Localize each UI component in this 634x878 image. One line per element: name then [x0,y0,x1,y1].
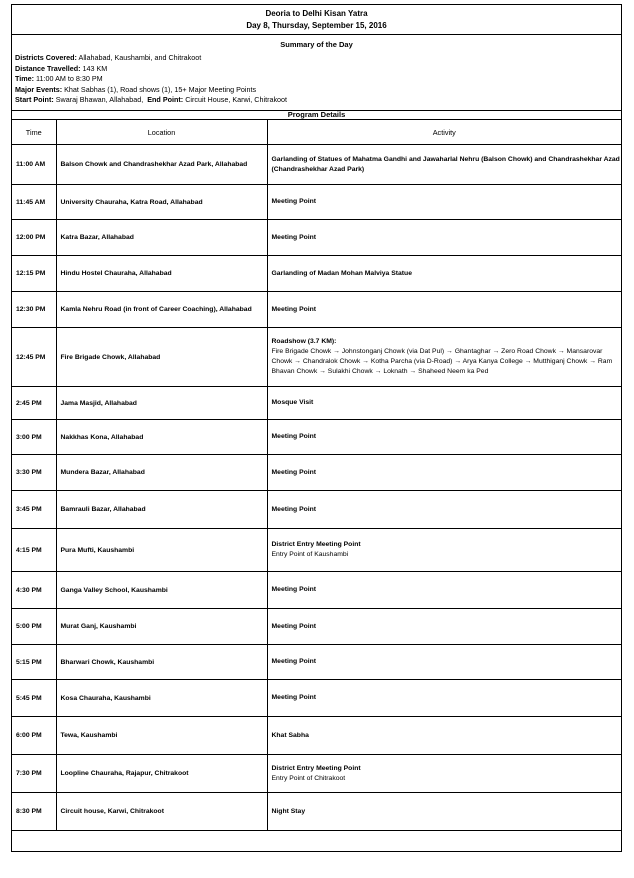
row-activity-title: District Entry Meeting Point [271,541,361,548]
table-header-row [12,120,621,145]
row-activity [267,387,621,420]
row-time: 5:00 PM [12,609,56,645]
row-location: Hindu Hostel Chauraha, Allahabad [56,256,267,292]
row-activity-title: Meeting Point [271,694,317,701]
row-activity-title: Mosque Visit [271,399,314,406]
row-activity [267,680,621,717]
row-activity-title: Meeting Point [271,505,317,513]
row-location: Pura Mufti, Kaushambi [56,529,267,572]
row-activity-title: Garlanding of Madan Mohan Malviya Statue [271,269,412,277]
row-activity [267,292,621,328]
row-time: 2:45 PM [12,387,56,420]
row-time: 8:30 PM [12,793,56,831]
row-activity-title: Meeting Point [271,658,317,665]
row-activity-title: Meeting Point [271,586,317,593]
row-time: 3:45 PM [12,491,56,529]
row-activity-title: District Entry Meeting Point [271,764,361,772]
row-location: Fire Brigade Chowk, Allahabad [56,328,267,387]
table-row [12,256,621,292]
row-location: Bamrauli Bazar, Allahabad [56,491,267,529]
row-activity-detail: Fire Brigade Chowk → Johnstonganj Chowk (via Dat Pul) → Ghantaghar → Zero Road Chowk → Mansarovar Chowk → Chandralok Chowk → Kotha Parcha (via D-Road) → Arya Kanya College → Mutthiganj Chowk → Ram Bhavan Chowk → Sulakhi Chowk → Loknath → Shaheed Neem ka Ped [271,348,613,375]
row-location: Bharwari Chowk, Kaushambi [56,645,267,680]
table-row [12,292,621,328]
row-location: Ganga Valley School, Kaushambi [56,572,267,609]
row-time: 5:45 PM [12,680,56,717]
row-activity-detail: Entry Point of Kaushambi [271,551,349,558]
row-time: 7:30 PM [12,755,56,793]
table-row [12,793,621,831]
document-header [12,5,621,35]
table-row [12,717,621,755]
row-activity-title: Meeting Point [271,233,317,241]
row-location: Tewa, Kaushambi [56,717,267,755]
row-activity [267,420,621,455]
row-activity-title: Khat Sabha [271,731,309,739]
row-location: Murat Ganj, Kaushambi [56,609,267,645]
table-row [12,185,621,220]
row-activity [267,717,621,755]
table-row [12,755,621,793]
column-header-activity: Activity [267,120,621,145]
row-activity-title: Meeting Point [271,468,317,476]
table-row [12,455,621,491]
summary-distance: Distance Travelled: 143 KM [15,63,108,73]
table-row [12,145,621,185]
table-row [12,680,621,717]
column-header-location: Location [56,120,267,145]
summary-points: Start Point: Swaraj Bhawan, Allahabad, End Point: Circuit House, Karwi, Chitrakoot [15,95,288,104]
row-activity [267,645,621,680]
summary-time: Time: 11:00 AM to 8:30 PM [15,74,103,83]
row-activity-title: Meeting Point [271,433,317,440]
row-time: 3:00 PM [12,420,56,455]
summary-section [12,35,621,111]
table-row [12,491,621,529]
table-row [12,420,621,455]
column-header-time: Time [12,120,56,145]
row-time: 12:15 PM [12,256,56,292]
table-row [12,387,621,420]
row-activity [267,328,621,387]
row-location: Kamla Nehru Road (in front of Career Coaching), Allahabad [56,292,267,328]
row-time: 11:00 AM [12,145,56,185]
summary-districts: Districts Covered: Allahabad, Kaushambi, and Chitrakoot [15,53,202,62]
row-activity-title: Meeting Point [271,622,317,630]
row-activity [267,491,621,529]
row-location: Katra Bazar, Allahabad [56,220,267,256]
row-location: Nakkhas Kona, Allahabad [56,420,267,455]
row-activity [267,793,621,831]
row-time: 12:45 PM [12,328,56,387]
document-title: Deoria to Delhi Kisan Yatra [265,9,368,18]
summary-heading: Summary of the Day [280,40,353,49]
row-location: Loopline Chauraha, Rajapur, Chitrakoot [56,755,267,793]
row-time: 12:30 PM [12,292,56,328]
table-row [12,328,621,387]
table-row [12,572,621,609]
program-heading: Program Details [12,110,621,120]
row-location: University Chauraha, Katra Road, Allahabad [56,185,267,220]
table-row [12,220,621,256]
row-location: Balson Chowk and Chandrashekhar Azad Park, Allahabad [56,145,267,185]
row-activity-title: Night Stay [271,807,306,815]
table-row [12,609,621,645]
row-activity-title: Roadshow (3.7 KM): [271,338,337,345]
table-row [12,645,621,680]
row-time: 12:00 PM [12,220,56,256]
row-activity [267,220,621,256]
row-activity [267,145,621,185]
row-activity [267,185,621,220]
row-time: 4:30 PM [12,572,56,609]
row-time: 11:45 AM [12,185,56,220]
row-activity [267,455,621,491]
row-location: Mundera Bazar, Allahabad [56,455,267,491]
summary-events: Major Events: Khat Sabhas (1), Road shows (1), 15+ Major Meeting Points [15,84,257,94]
row-time: 3:30 PM [12,455,56,491]
row-activity-title: Garlanding of Statues of Mahatma Gandhi and Jawaharlal Nehru (Balson Chowk) and Chandrashekhar Azad (Chandrashekhar Azad Park) [271,155,620,173]
row-activity [267,755,621,793]
itinerary-document [11,4,622,852]
row-activity [267,572,621,609]
row-activity [267,609,621,645]
row-time: 4:15 PM [12,529,56,572]
row-activity-title: Meeting Point [271,198,317,205]
row-activity-detail: Entry Point of Chitrakoot [271,774,346,782]
row-location: Kosa Chauraha, Kaushambi [56,680,267,717]
row-time: 5:15 PM [12,645,56,680]
row-location: Circuit house, Karwi, Chitrakoot [56,793,267,831]
table-row [12,529,621,572]
document-date: Day 8, Thursday, September 15, 2016 [246,21,387,30]
row-activity-title: Meeting Point [271,305,317,313]
program-table [12,120,621,831]
row-location: Jama Masjid, Allahabad [56,387,267,420]
row-activity [267,256,621,292]
row-activity [267,529,621,572]
row-time: 6:00 PM [12,717,56,755]
